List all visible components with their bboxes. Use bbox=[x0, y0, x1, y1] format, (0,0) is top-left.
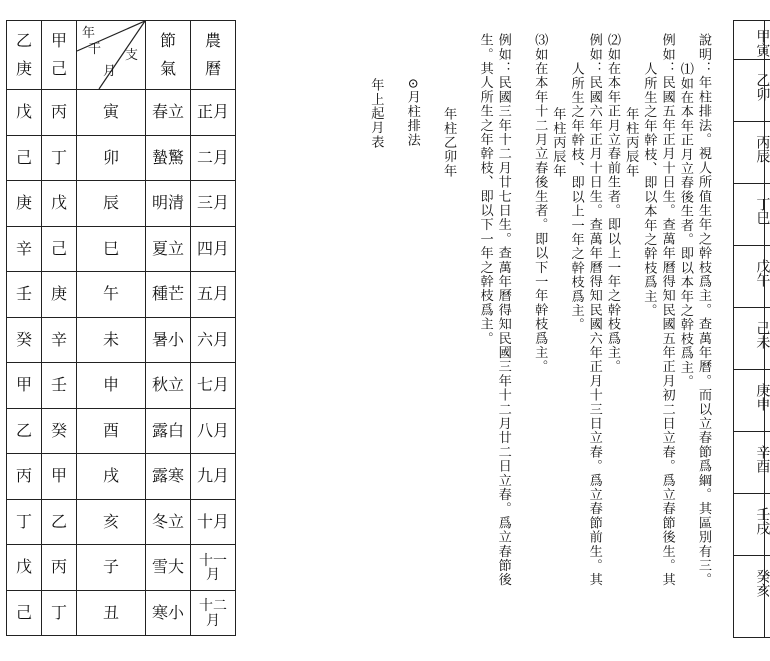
table-row bbox=[7, 590, 236, 636]
year-item-text: 己未 bbox=[754, 321, 770, 349]
cell-text: 三月 bbox=[196, 193, 229, 213]
cell-text: 戊 bbox=[15, 102, 32, 122]
text-line: 年柱丙辰年 bbox=[550, 106, 566, 178]
table-row bbox=[7, 181, 236, 227]
cell-stem-col-1 bbox=[7, 454, 42, 500]
cell-branch bbox=[77, 454, 146, 500]
cell-solar-term bbox=[146, 181, 191, 227]
table-row bbox=[7, 272, 236, 318]
cell-text: 夏立 bbox=[151, 238, 184, 258]
table-row bbox=[7, 90, 236, 136]
text-line: 例如：民國六年正月十日生。查萬年曆得知民國六年正月十三日立春。爲立春節前生。其 bbox=[586, 33, 602, 587]
cell-text: 癸 bbox=[50, 420, 67, 440]
spacer bbox=[384, 33, 402, 653]
cell-branch bbox=[77, 408, 146, 454]
cell-branch bbox=[77, 135, 146, 181]
year-item-text: 戊午 bbox=[754, 259, 770, 287]
year-item-text: 辛酉 bbox=[754, 445, 770, 473]
cell-lunar-month bbox=[191, 499, 236, 545]
cell-text: 丙 bbox=[50, 102, 67, 122]
year-item bbox=[740, 321, 769, 349]
cell-stem-col-1 bbox=[7, 317, 42, 363]
header-char: 己 bbox=[50, 59, 67, 78]
year-item bbox=[740, 507, 769, 535]
cell-stem-col-1 bbox=[7, 272, 42, 318]
cell-stem-col-2 bbox=[42, 272, 77, 318]
table-row bbox=[7, 545, 236, 591]
cell-stem-col-2 bbox=[42, 90, 77, 136]
cell-lunar-month bbox=[191, 454, 236, 500]
header-char: 氣 bbox=[159, 59, 176, 78]
cell-text: 癸 bbox=[15, 329, 32, 349]
cell-text: 己 bbox=[15, 602, 32, 622]
cell-text: 寒小 bbox=[151, 602, 184, 622]
cell-text: 二月 bbox=[196, 147, 229, 167]
year-item bbox=[740, 383, 769, 411]
row-divider bbox=[734, 555, 770, 556]
cell-text: 未 bbox=[102, 329, 119, 349]
year-item-text: 庚申 bbox=[754, 383, 770, 411]
year-item-text: 丁巳 bbox=[754, 197, 770, 225]
cell-text: 露寒 bbox=[151, 466, 184, 486]
table-row bbox=[7, 226, 236, 272]
row-divider bbox=[734, 59, 770, 60]
cell-text: 己 bbox=[15, 147, 32, 167]
year-item-text: 癸亥 bbox=[754, 569, 770, 597]
cell-lunar-month bbox=[191, 272, 236, 318]
cell-branch bbox=[77, 499, 146, 545]
cell-stem-col-1 bbox=[7, 135, 42, 181]
cell-lunar-month bbox=[191, 90, 236, 136]
cell-text: 十月 bbox=[196, 511, 229, 531]
cell-text: 丙 bbox=[50, 557, 67, 577]
text-line: 例如：民國三年十二月廿七日生。查萬年曆得知民國三年十二月廿二日立春。爲立春節後 bbox=[495, 33, 511, 587]
cell-text: 丁 bbox=[50, 602, 67, 622]
cell-text: 寅 bbox=[102, 102, 119, 122]
cell-stem-col-2 bbox=[42, 454, 77, 500]
section-heading: ⊙月柱排法 bbox=[404, 77, 420, 147]
text-line: 生。其人所生之年幹枝、即以下一年之幹枝爲主。 bbox=[477, 33, 493, 346]
header-stems-1 bbox=[7, 21, 42, 90]
cell-text: 庚 bbox=[15, 193, 32, 213]
cell-text: 巳 bbox=[102, 238, 119, 258]
cell-solar-term bbox=[146, 272, 191, 318]
cell-branch bbox=[77, 272, 146, 318]
table-row bbox=[7, 408, 236, 454]
cell-lunar-month bbox=[191, 135, 236, 181]
cell-text: 丙 bbox=[15, 466, 32, 486]
cell-text: 八月 bbox=[196, 420, 229, 440]
cell-stem-col-1 bbox=[7, 181, 42, 227]
cell-stem-col-2 bbox=[42, 181, 77, 227]
cell-solar-term bbox=[146, 363, 191, 409]
cell-text: 子 bbox=[102, 557, 119, 577]
cell-branch bbox=[77, 226, 146, 272]
cell-text: 冬立 bbox=[151, 511, 184, 531]
table-row bbox=[7, 499, 236, 545]
header-stems-2 bbox=[42, 21, 77, 90]
section-heading: 年上起月表 bbox=[368, 77, 384, 149]
cell-text: 七月 bbox=[196, 375, 229, 395]
cell-solar-term bbox=[146, 545, 191, 591]
text-line: 年柱丙辰年 bbox=[623, 106, 639, 178]
cell-text: 秋立 bbox=[151, 375, 184, 395]
cell-text: 乙 bbox=[15, 420, 32, 440]
row-divider bbox=[734, 369, 770, 370]
year-header-text: 甲寅 bbox=[754, 29, 770, 57]
text-line: 例如：民國五年正月十日生。查萬年曆得知民國五年正月初二日立春。爲立春節後生。其 bbox=[659, 33, 675, 587]
spacer bbox=[421, 33, 439, 653]
cell-text: 酉 bbox=[102, 420, 119, 440]
year-item-text: 丙辰 bbox=[754, 135, 770, 163]
cell-lunar-month bbox=[191, 317, 236, 363]
cell-text: 戊 bbox=[15, 557, 32, 577]
text-line: ⑵如在本年正月立春前生者。即以上一年之幹枝爲主。 bbox=[604, 33, 620, 374]
cell-text: 午 bbox=[102, 284, 119, 304]
header-char: 曆 bbox=[204, 59, 221, 78]
cell-branch bbox=[77, 363, 146, 409]
cell-text: 戌 bbox=[102, 466, 119, 486]
cell-stem-col-1 bbox=[7, 590, 42, 636]
cell-text: 十二 月 bbox=[199, 598, 227, 629]
year-item bbox=[740, 569, 769, 597]
cell-text: 辰 bbox=[102, 193, 119, 213]
table-row bbox=[7, 135, 236, 181]
cell-text: 辛 bbox=[15, 238, 32, 258]
text-line: 年柱乙卯年 bbox=[441, 106, 457, 178]
cell-text: 十一 月 bbox=[199, 552, 227, 584]
diag-month-label: 月 bbox=[103, 64, 117, 79]
cell-text: 甲 bbox=[50, 466, 67, 486]
diag-gan-label: 干 bbox=[88, 42, 102, 57]
cell-text: 露白 bbox=[151, 420, 184, 440]
cell-solar-term bbox=[146, 408, 191, 454]
header-char: 庚 bbox=[15, 59, 32, 78]
cell-lunar-month bbox=[191, 226, 236, 272]
cell-stem-col-2 bbox=[42, 317, 77, 363]
year-item bbox=[740, 445, 769, 473]
row-divider bbox=[734, 431, 770, 432]
year-header bbox=[740, 29, 769, 57]
header-solar-term bbox=[146, 21, 191, 90]
cell-text: 四月 bbox=[196, 238, 229, 258]
year-item-text: 壬戌 bbox=[754, 507, 770, 535]
cell-stem-col-2 bbox=[42, 135, 77, 181]
row-divider bbox=[734, 493, 770, 494]
cell-text: 己 bbox=[50, 238, 67, 258]
year-stems-column bbox=[733, 20, 770, 638]
cell-text: 春立 bbox=[151, 102, 184, 122]
cell-text: 丁 bbox=[50, 147, 67, 167]
cell-text: 暑小 bbox=[151, 329, 184, 349]
cell-solar-term bbox=[146, 317, 191, 363]
header-diagonal-cell bbox=[77, 21, 146, 90]
cell-text: 正月 bbox=[196, 102, 229, 122]
cell-text: 丑 bbox=[102, 602, 119, 622]
cell-solar-term bbox=[146, 90, 191, 136]
cell-lunar-month bbox=[191, 408, 236, 454]
cell-text: 辛 bbox=[50, 329, 67, 349]
header-char: 乙 bbox=[15, 31, 32, 50]
cell-text: 明清 bbox=[151, 193, 184, 213]
header-char: 甲 bbox=[50, 31, 67, 50]
cell-text: 壬 bbox=[15, 284, 32, 304]
cell-branch bbox=[77, 545, 146, 591]
text-line: 人所生之年幹枝、即以上一年之幹枝爲主。 bbox=[568, 62, 584, 332]
cell-solar-term bbox=[146, 590, 191, 636]
cell-solar-term bbox=[146, 499, 191, 545]
cell-stem-col-2 bbox=[42, 590, 77, 636]
cell-text: 卯 bbox=[102, 147, 119, 167]
cell-branch bbox=[77, 317, 146, 363]
text-line: 人所生之年幹枝、即以本年之幹枝爲主。 bbox=[641, 62, 657, 318]
cell-branch bbox=[77, 590, 146, 636]
cell-stem-col-2 bbox=[42, 363, 77, 409]
explanation-text bbox=[366, 33, 712, 653]
cell-lunar-month bbox=[191, 545, 236, 591]
header-char: 節 bbox=[159, 31, 176, 50]
row-divider bbox=[734, 183, 770, 184]
cell-branch bbox=[77, 90, 146, 136]
cell-text: 庚 bbox=[50, 284, 67, 304]
cell-stem-col-1 bbox=[7, 363, 42, 409]
cell-stem-col-1 bbox=[7, 226, 42, 272]
table-row bbox=[7, 317, 236, 363]
cell-text: 戊 bbox=[50, 193, 67, 213]
spacer bbox=[512, 33, 530, 653]
spacer bbox=[457, 33, 475, 653]
table-header-row bbox=[7, 21, 236, 90]
header-char: 農 bbox=[204, 31, 221, 50]
table-row bbox=[7, 363, 236, 409]
row-divider bbox=[734, 121, 770, 122]
diag-zhi-label: 支 bbox=[125, 48, 139, 63]
cell-lunar-month bbox=[191, 590, 236, 636]
cell-stem-col-2 bbox=[42, 408, 77, 454]
diag-year-label: 年 bbox=[82, 26, 96, 41]
year-item bbox=[740, 135, 769, 163]
cell-text: 五月 bbox=[196, 284, 229, 304]
cell-text: 壬 bbox=[50, 375, 67, 395]
text-line: 說明：年柱排法。視人所值生年之幹枝爲主。查萬年曆。而以立春節爲綱。其區別有三。 bbox=[696, 33, 711, 587]
cell-text: 乙 bbox=[50, 511, 67, 531]
text-line: ⑴如在本年正月立春後生者。即以本年之幹枝爲主。 bbox=[677, 62, 693, 389]
cell-text: 雪大 bbox=[151, 557, 184, 577]
header-lunar-month bbox=[191, 21, 236, 90]
cell-text: 六月 bbox=[196, 329, 229, 349]
cell-text: 種芒 bbox=[151, 284, 184, 304]
year-item-text: 乙卯 bbox=[754, 73, 770, 101]
cell-text: 甲 bbox=[15, 375, 32, 395]
cell-stem-col-1 bbox=[7, 545, 42, 591]
year-item bbox=[740, 259, 769, 287]
cell-lunar-month bbox=[191, 181, 236, 227]
cell-stem-col-1 bbox=[7, 408, 42, 454]
table-body bbox=[7, 90, 236, 636]
cell-text: 丁 bbox=[15, 511, 32, 531]
cell-stem-col-1 bbox=[7, 499, 42, 545]
cell-solar-term bbox=[146, 454, 191, 500]
cell-text: 申 bbox=[102, 375, 119, 395]
cell-solar-term bbox=[146, 135, 191, 181]
cell-branch bbox=[77, 181, 146, 227]
cell-lunar-month bbox=[191, 363, 236, 409]
cell-text: 九月 bbox=[196, 466, 229, 486]
cell-solar-term bbox=[146, 226, 191, 272]
year-item bbox=[740, 197, 769, 225]
cell-stem-col-2 bbox=[42, 226, 77, 272]
row-divider bbox=[734, 245, 770, 246]
text-line: ⑶如在本年十二月立春後生者。即以下一年幹枝爲主。 bbox=[532, 33, 548, 374]
month-table bbox=[6, 20, 236, 636]
cell-stem-col-2 bbox=[42, 545, 77, 591]
cell-text: 蟄驚 bbox=[151, 147, 184, 167]
cell-stem-col-2 bbox=[42, 499, 77, 545]
year-item bbox=[740, 73, 769, 101]
row-divider bbox=[734, 307, 770, 308]
cell-stem-col-1 bbox=[7, 90, 42, 136]
table-row bbox=[7, 454, 236, 500]
cell-text: 亥 bbox=[102, 511, 119, 531]
